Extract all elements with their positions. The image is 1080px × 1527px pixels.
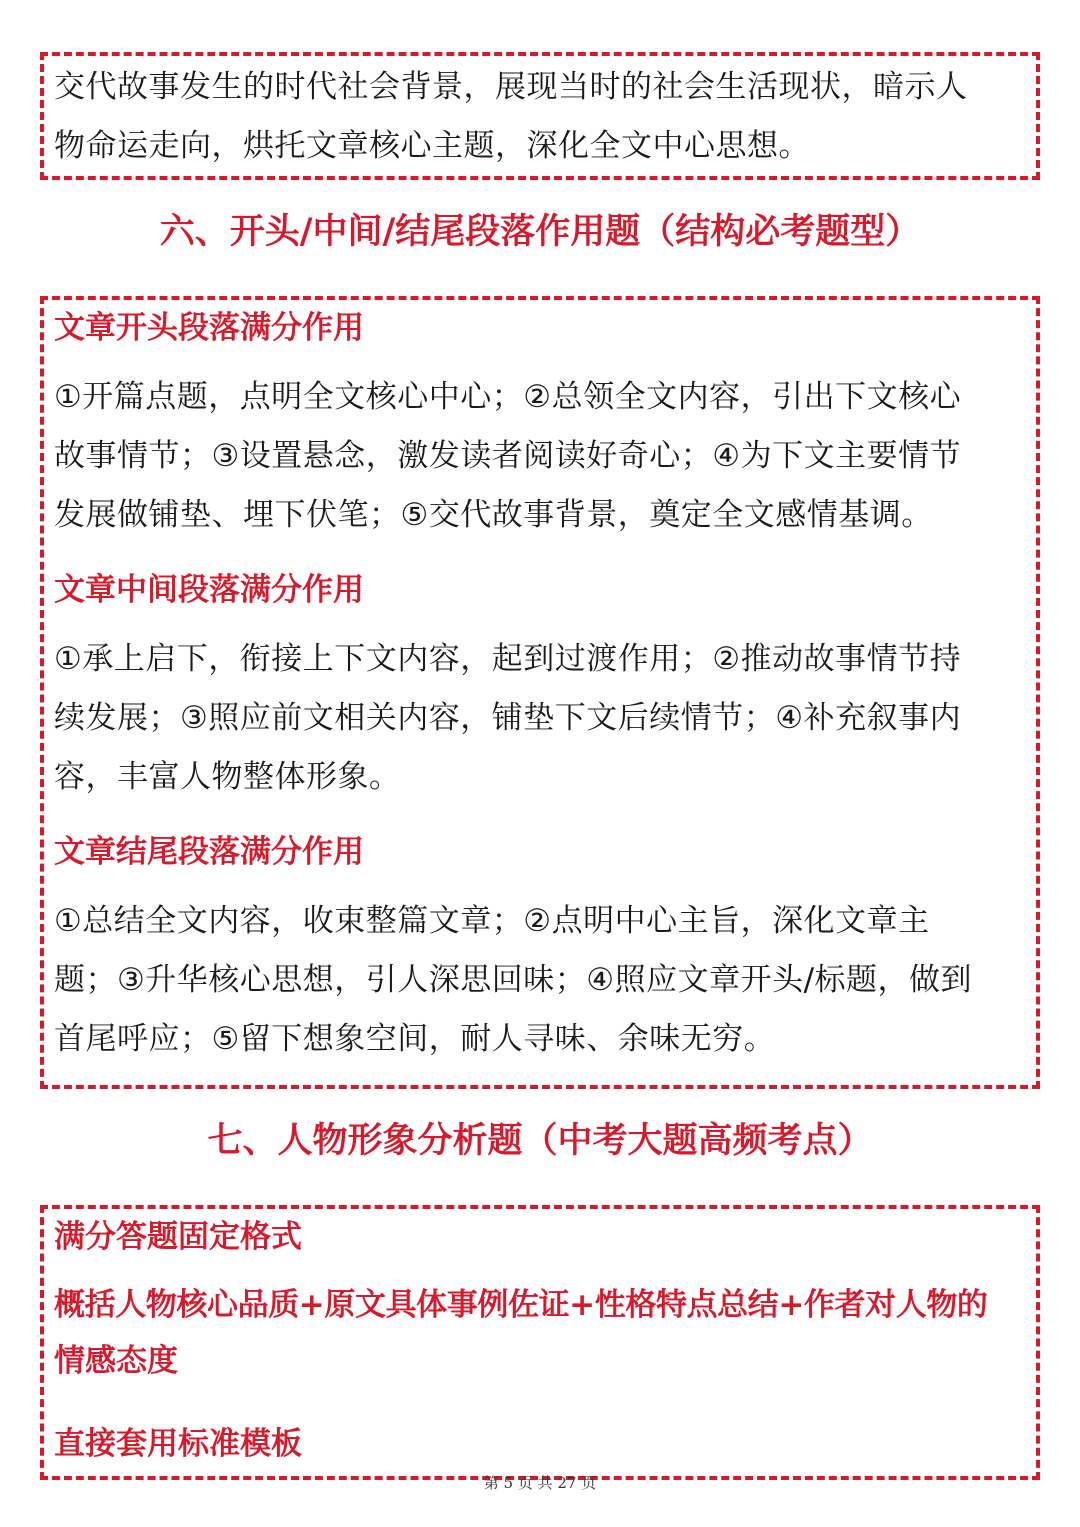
text-line: 首尾呼应；⑤留下想象空间，耐人寻味、余味无穷。 xyxy=(54,1021,776,1057)
middle-heading: 文章中间段落满分作用 xyxy=(54,572,364,608)
character-analysis-box xyxy=(40,1205,1040,1480)
text-line: ①总结全文内容，收束整篇文章；②点明中心主旨，深化文章主 xyxy=(54,903,930,939)
opening-heading: 文章开头段落满分作用 xyxy=(54,310,364,346)
page-footer: 第 5 页 共 27 页 xyxy=(483,1474,597,1492)
background-box xyxy=(40,52,1040,180)
template-heading: 直接套用标准模板 xyxy=(54,1426,302,1462)
text-line: 容，丰富人物整体形象。 xyxy=(54,759,401,795)
text-line: 续发展；③照应前文相关内容，铺垫下文后续情节；④补充叙事内 xyxy=(54,700,962,736)
text-line: 情感态度 xyxy=(54,1343,178,1379)
text-line: ①开篇点题，点明全文核心中心；②总领全文内容，引出下文核心 xyxy=(54,379,962,415)
format-heading: 满分答题固定格式 xyxy=(54,1219,302,1255)
ending-text xyxy=(54,892,1026,1069)
text-line: 故事情节；③设置悬念，激发读者阅读好奇心；④为下文主要情节 xyxy=(54,438,962,474)
paragraph-function-box xyxy=(40,296,1040,1089)
text-line: 交代故事发生的时代社会背景，展现当时的社会生活现状，暗示人 xyxy=(54,69,968,105)
section-title-7: 七、人物形象分析题（中考大题高频考点） xyxy=(207,1121,873,1161)
section-title-6: 六、开头/中间/结尾段落作用题（结构必考题型） xyxy=(159,212,921,252)
text-line: 物命运走向，烘托文章核心主题，深化全文中心思想。 xyxy=(54,128,810,164)
text-line: 题；③升华核心思想，引人深思回味；④照应文章开头/标题，做到 xyxy=(54,962,973,998)
format-text xyxy=(54,1277,1026,1389)
text-line: 发展做铺垫、埋下伏笔；⑤交代故事背景，奠定全文感情基调。 xyxy=(54,497,933,533)
middle-text xyxy=(54,630,1026,807)
text-line: ①承上启下，衔接上下文内容，起到过渡作用；②推动故事情节持 xyxy=(54,641,962,677)
text-line: 概括人物核心品质+原文具体事例佐证+性格特点总结+作者对人物的 xyxy=(54,1287,988,1323)
ending-heading: 文章结尾段落满分作用 xyxy=(54,834,364,870)
opening-text xyxy=(54,368,1026,545)
